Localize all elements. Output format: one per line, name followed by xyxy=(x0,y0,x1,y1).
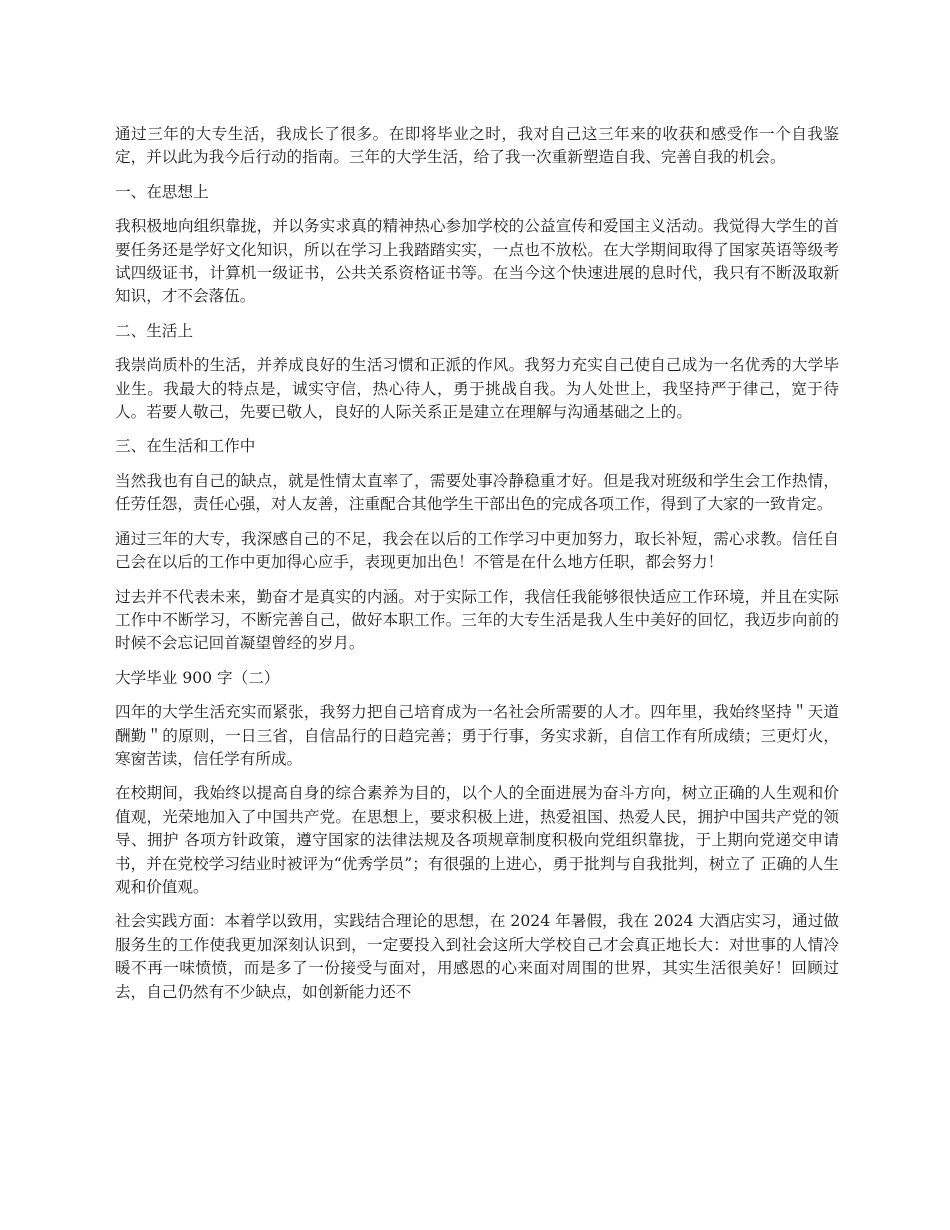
thought-paragraph: 我积极地向组织靠拢，并以务实求真的精神热心参加学校的公益宣传和爱国主义活动。我觉得大学生的首要任务还是学好文化知识，所以在学习上我踏踏实实，一点也不放松。在大学期间取得了国家英语等级考试四级证书，计算机一级证书，公共关系资格证书等。在当今这个快速进展的息时代，我只有不断汲取新知识，才不会落伍。 xyxy=(115,217,839,306)
social-practice-paragraph: 社会实践方面：本着学以致用，实践结合理论的思想，在 2024 年暑假，我在 2024 大酒店实习，通过做服务生的工作使我更加深刻认识到，一定要投入到社会这所大学校自己才会真正地长大：对世事的人情冷暖不再一味愤愤，而是多了一份接受与面对，用感恩的心来面对周围的世界，其实生活很美好！回顾过去，自己仍然有不少缺点，如创新能力还不 xyxy=(115,912,839,1001)
section-heading-work: 三、在生活和工作中 xyxy=(115,437,256,456)
campus-paragraph: 在校期间，我始终以提高自身的综合素养为目的，以个人的全面进展为奋斗方向，树立正确的人生观和价值观，光荣地加入了中国共产党。在思想上，要求积极上进，热爱祖国、热爱人民，拥护中国共产党的领导、拥护 各项方针政策，遵守国家的法律法规及各项规章制度积极向党组织靠拢，于上期向党递交申请书，并在党校学习结业时被评为“优秀学员”；有很强的上进心，勇于批判与自我批判，树立了 正确的人生观和价值观。 xyxy=(115,784,839,896)
future-paragraph: 过去并不代表未来，勤奋才是真实的内涵。对于实际工作，我信任我能够很快适应工作环境，并且在实际工作中不断学习，不断完善自己，做好本职工作。三年的大专生活是我人生中美好的回忆，我迈步向前的时候不会忘记回首凝望曾经的岁月。 xyxy=(115,587,839,653)
section-heading-life: 二、生活上 xyxy=(115,321,193,340)
section-heading-thought: 一、在思想上 xyxy=(115,182,209,201)
four-years-paragraph: 四年的大学生活充实而紧张，我努力把自己培育成为一名社会所需要的人才。四年里，我始终坚持＂天道酬勤＂的原则，一日三省，自信品行的日趋完善；勇于行事，务实求新，自信工作有所成绩；三更灯火，寒窗苦读，信任学有所成。 xyxy=(115,703,839,768)
intro-paragraph: 通过三年的大专生活，我成长了很多。在即将毕业之时，我对自己这三年来的收获和感受作一个自我鉴定，并以此为我今后行动的指南。三年的大学生活，给了我一次重新塑造自我、完善自我的机会。 xyxy=(115,125,839,167)
document-body xyxy=(115,123,839,1015)
improvement-paragraph: 通过三年的大专，我深感自己的不足，我会在以后的工作学习中更加努力，取长补短，需心求教。信任自己会在以后的工作中更加得心应手，表现更加出色！不管是在什么地方任职，都会努力！ xyxy=(115,529,839,572)
work-paragraph: 当然我也有自己的缺点，就是性情太直率了，需要处事冷静稳重才好。但是我对班级和学生会工作热情，任劳任怨，责任心强，对人友善，注重配合其他学生干部出色的完成各项工作，得到了大家的一致肯定。 xyxy=(115,471,839,514)
part-two-heading: 大学毕业 900 字（二） xyxy=(115,668,280,687)
life-paragraph: 我崇尚质朴的生活，并养成良好的生活习惯和正派的作风。我努力充实自己使自己成为一名优秀的大学毕业生。我最大的特点是，诚实守信，热心待人，勇于挑战自我。为人处世上，我坚持严于律己，宽于待人。若要人敬己，先要已敬人，良好的人际关系正是建立在理解与沟通基础之上的。 xyxy=(115,356,839,422)
